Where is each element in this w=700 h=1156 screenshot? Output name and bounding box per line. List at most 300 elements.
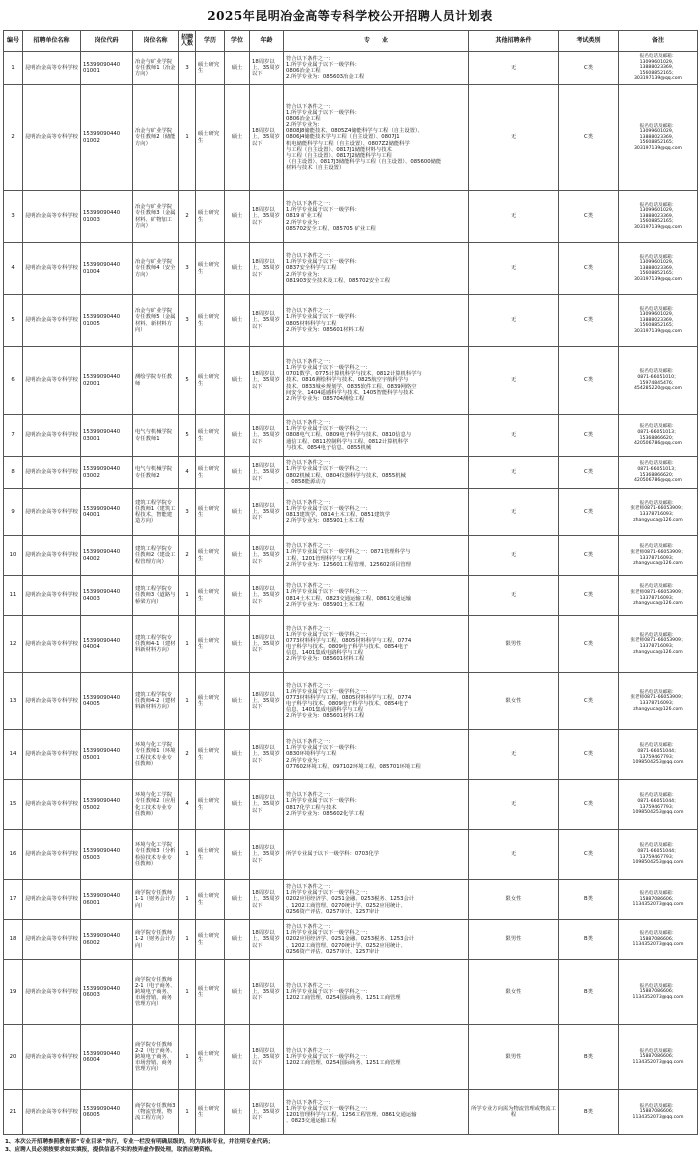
major-line: 1.所学专业属于以下一级学科之一： <box>286 930 371 937</box>
cell-other: 无 <box>469 295 559 347</box>
note-line: zhangyuca@126.com <box>633 649 683 655</box>
cell-other: 无 <box>469 780 559 830</box>
footnote: 1、本次公开招聘参照教育部“专业目录”执行，专业一栏没有明确层级的，均为具体专业，并注明专业代码； <box>5 1139 274 1145</box>
cell-post: 电气与机械学院专任教师2 <box>133 457 179 489</box>
note-line: zhangyuca@126.com <box>633 706 683 712</box>
note-line: 报名电话及邮箱： <box>639 843 677 849</box>
cell-deg: 硕士 <box>225 780 250 830</box>
cell-code: 15399090440 01002 <box>81 85 133 191</box>
major-line: 符合以下条件之一： <box>286 103 334 110</box>
cell-num: 1 <box>179 830 196 880</box>
cell-exam: B类 <box>559 880 619 920</box>
cell-edu: 硕士研究生 <box>196 1025 225 1090</box>
major-line: 1.所学专业属于以下一级学科： <box>286 259 360 266</box>
note-line: 1098504253@qq.com <box>632 760 684 766</box>
cell-num: 2 <box>179 536 196 576</box>
cell-edu: 硕士研究生 <box>196 457 225 489</box>
cell-no: 1 <box>4 52 23 85</box>
cell-no: 18 <box>4 920 23 960</box>
note-line: 13759467793； <box>639 804 677 810</box>
major-line: 0202应用经济学、0251金融、0253税务、1253会计 <box>286 936 415 943</box>
cell-age: 18周岁以上，35周岁以下 <box>250 1090 284 1135</box>
cell-age: 18周岁以上，35周岁以下 <box>250 730 284 780</box>
cell-unit: 昆明冶金高等专科学校 <box>23 243 81 295</box>
cell-code: 15399090440 04003 <box>81 576 133 616</box>
cell-code: 15399090440 06005 <box>81 1090 133 1135</box>
cell-exam: C类 <box>559 780 619 830</box>
note-line: 13099601029、 <box>639 129 677 135</box>
cell-exam: C类 <box>559 347 619 415</box>
cell-note <box>619 1090 698 1135</box>
cell-edu: 硕士研究生 <box>196 415 225 457</box>
major-line: 0819 矿业工程 <box>286 213 323 220</box>
cell-exam: C类 <box>559 295 619 347</box>
note-line: 报名电话及邮箱： <box>639 500 677 506</box>
cell-edu: 硕士研究生 <box>196 52 225 85</box>
cell-major <box>284 960 469 1025</box>
cell-num: 1 <box>179 616 196 673</box>
cell-code: 15399090440 04001 <box>81 489 133 536</box>
cell-unit: 昆明冶金高等专科学校 <box>23 880 81 920</box>
major-line: 0256资产评估、0257审计、1257审计 <box>286 908 380 915</box>
major-line: 0802机械工程、0804仪器科学与技术、0855机械 <box>286 472 406 479</box>
cell-age: 18周岁以上，35周岁以下 <box>250 295 284 347</box>
major-line: 与工程（自主设置）、0817J1储能材料与技术 <box>286 146 392 153</box>
note-line: 303197139@qq.com <box>633 145 682 151</box>
major-line: 信息、1401集成电路科学与工程 <box>286 707 364 714</box>
header-major: 专 业 <box>284 31 469 52</box>
cell-no: 10 <box>4 536 23 576</box>
cell-note <box>619 1025 698 1090</box>
note-line: 15974845476； <box>639 380 677 386</box>
major-line: 0806冶金工程 <box>286 68 321 74</box>
note-line: 420506786@qq.com <box>633 478 682 484</box>
table-row <box>4 920 698 960</box>
note-line: 0871-66051010； <box>637 374 679 380</box>
table-row <box>4 85 698 191</box>
cell-edu: 硕士研究生 <box>196 920 225 960</box>
cell-post: 冶金与矿业学院专任教师1（冶金方向） <box>133 52 179 85</box>
note-line: 15608852165； <box>639 323 677 329</box>
note-line: 报名电话及邮箱： <box>639 202 677 208</box>
cell-unit: 昆明冶金高等专科学校 <box>23 85 81 191</box>
header-unit: 招聘单位名称 <box>23 31 81 52</box>
major-line: 、0823交通运输工程 <box>286 1118 337 1125</box>
note-line: zhangyuca@126.com <box>633 517 683 523</box>
cell-no: 7 <box>4 415 23 457</box>
cell-code: 15399090440 01005 <box>81 295 133 347</box>
cell-unit: 昆明冶金高等专科学校 <box>23 960 81 1025</box>
major-line: 1.所学专业属于以下一级学科之一： <box>286 1053 371 1060</box>
cell-post: 环境与化工学院专任教师2（应用化工技术专业专任教师） <box>133 780 179 830</box>
cell-unit: 昆明冶金高等专科学校 <box>23 415 81 457</box>
cell-age: 18周岁以上，35周岁以下 <box>250 457 284 489</box>
note-line: 13888023369、 <box>639 317 677 323</box>
cell-edu: 硕士研究生 <box>196 1090 225 1135</box>
note-line: 13378716093； <box>639 595 677 601</box>
note-line: 454285220@qq.com <box>633 386 682 392</box>
cell-num: 3 <box>179 52 196 85</box>
cell-age: 18周岁以上，35周岁以下 <box>250 415 284 457</box>
major-line: 1.所学专业属于以下一级学科之一： <box>286 466 371 473</box>
cell-edu: 硕士研究生 <box>196 830 225 880</box>
cell-post: 建筑工程学院专任教师3（道路与桥梁方向） <box>133 576 179 616</box>
cell-num: 4 <box>179 780 196 830</box>
table-row <box>4 347 698 415</box>
cell-age: 18周岁以上，35周岁以下 <box>250 52 284 85</box>
major-line: 0806J4储能技术学与工程（自主设置）、0807J1 <box>286 134 400 141</box>
cell-exam: C类 <box>559 830 619 880</box>
note-line: 0871-66051044； <box>637 848 679 854</box>
note-line: zhangyuca@126.com <box>633 561 683 567</box>
note-line: 303197139@qq.com <box>633 76 682 82</box>
cell-no: 6 <box>4 347 23 415</box>
note-line: 15608852165； <box>639 219 677 225</box>
major-line: 1.所学专业属于以下一级学科： <box>286 798 360 805</box>
major-line: 0202应用经济学、0251金融、0253税务、1253会计 <box>286 896 415 903</box>
cell-unit: 昆明冶金高等专科学校 <box>23 347 81 415</box>
cell-num: 1 <box>179 576 196 616</box>
cell-edu: 硕士研究生 <box>196 191 225 243</box>
major-line: 0805材料科学与工程 <box>286 320 337 327</box>
cell-note <box>619 780 698 830</box>
note-line: 报名电话及邮箱： <box>639 743 677 749</box>
major-line: 与工程（自主设置）、0817J2储能科学与工程 <box>286 152 392 159</box>
major-line: 技术、0833城乡规划学、0835软件工程、0839网络空 <box>286 383 417 390</box>
cell-age: 18周岁以上，35周岁以下 <box>250 1025 284 1090</box>
cell-code: 15399090440 03001 <box>81 415 133 457</box>
cell-age: 18周岁以上，35周岁以下 <box>250 576 284 616</box>
cell-exam: B类 <box>559 1025 619 1090</box>
table-body <box>4 52 698 1135</box>
note-line: 13888023369、 <box>639 213 677 219</box>
note-line: 13378716093； <box>639 555 677 561</box>
table-row <box>4 52 698 85</box>
cell-num: 3 <box>179 489 196 536</box>
cell-major <box>284 536 469 576</box>
cell-code: 15399090440 01004 <box>81 243 133 295</box>
table-header-row <box>4 31 698 52</box>
major-line: 077602环境工程、097102环境工程、085701环境工程 <box>286 763 421 770</box>
major-line: 符合以下条件之一： <box>286 543 334 550</box>
table-row <box>4 673 698 730</box>
major-line: 电子科学与技术、0809电子科学与技术、0854电子 <box>286 701 409 707</box>
cell-edu: 硕士研究生 <box>196 536 225 576</box>
cell-num: 1 <box>179 920 196 960</box>
cell-age: 18周岁以上，35周岁以下 <box>250 920 284 960</box>
cell-deg: 硕士 <box>225 920 250 960</box>
major-line: 符合以下条件之一： <box>286 55 334 62</box>
cell-edu: 硕士研究生 <box>196 295 225 347</box>
note-line: 报名电话及邮箱： <box>639 689 677 695</box>
cell-post: 环境与化工学院专任教师3（分析检验技术专业专任教师） <box>133 830 179 880</box>
table-row <box>4 730 698 780</box>
cell-unit: 昆明冶金高等专科学校 <box>23 1025 81 1090</box>
cell-deg: 硕士 <box>225 880 250 920</box>
cell-exam: C类 <box>559 616 619 673</box>
note-line: 报名电话及邮箱： <box>639 369 677 375</box>
cell-code: 15399090440 03002 <box>81 457 133 489</box>
note-line: 15887086606； <box>639 989 677 995</box>
table-row <box>4 415 698 457</box>
cell-exam: C类 <box>559 85 619 191</box>
cell-post: 测绘学院专任教师 <box>133 347 179 415</box>
cell-major <box>284 830 469 880</box>
table-row <box>4 576 698 616</box>
cell-num: 1 <box>179 1090 196 1135</box>
cell-code: 15399090440 04004 <box>81 616 133 673</box>
note-line: 15887086606； <box>639 936 677 942</box>
cell-major <box>284 243 469 295</box>
note-line: 1134352073@qq.com <box>632 942 684 948</box>
major-line: 、1202工商管理、0270统计学、0252应用统计、 <box>286 902 406 909</box>
cell-edu: 硕士研究生 <box>196 85 225 191</box>
major-line: 1.所学专业属于以下一级学科之一： <box>286 505 371 512</box>
note-line: 1098504253@qq.com <box>632 860 684 866</box>
note-line: zhangyuca@126.com <box>633 601 683 607</box>
cell-unit: 昆明冶金高等专科学校 <box>23 780 81 830</box>
major-line: 符合以下条件之一： <box>286 460 334 467</box>
cell-post: 商学院专任教师3（物流管理、物流工程方向） <box>133 1090 179 1135</box>
cell-deg: 硕士 <box>225 489 250 536</box>
cell-unit: 昆明冶金高等专科学校 <box>23 830 81 880</box>
cell-other: 无 <box>469 52 559 85</box>
cell-post: 冶金与矿业学院专任教师4（安全方向） <box>133 243 179 295</box>
note-line: 13099601029、 <box>639 59 677 65</box>
table-row <box>4 616 698 673</box>
cell-note <box>619 347 698 415</box>
major-line: 1.所学专业属于以下一级学科之一： <box>286 890 371 897</box>
cell-deg: 硕士 <box>225 616 250 673</box>
major-line: 0808电气工程、0809电子科学与技术、0810信息与 <box>286 432 412 439</box>
major-line: 1.所学专业属于以下一级学科之一： <box>286 631 371 638</box>
cell-exam: C类 <box>559 457 619 489</box>
cell-code: 15399090440 05003 <box>81 830 133 880</box>
cell-no: 8 <box>4 457 23 489</box>
cell-other: 限男性 <box>469 616 559 673</box>
major-line: 符合以下条件之一： <box>286 1047 334 1054</box>
cell-deg: 硕士 <box>225 295 250 347</box>
note-line: 13099601029、 <box>639 208 677 214</box>
note-line: 报名电话及邮箱： <box>639 54 677 60</box>
cell-deg: 硕士 <box>225 191 250 243</box>
cell-other: 无 <box>469 730 559 780</box>
cell-post: 冶金与矿业学院专任教师2（储能方向） <box>133 85 179 191</box>
cell-deg: 硕士 <box>225 347 250 415</box>
cell-post: 建筑工程学院专任教师2（建设工程管理方向） <box>133 536 179 576</box>
major-line: 1.所学专业属于以下一级学科之一：0871管理科学与 <box>286 549 411 556</box>
cell-exam: C类 <box>559 576 619 616</box>
header-note: 备注 <box>619 31 698 52</box>
note-line: 13888023369、 <box>639 65 677 71</box>
table-row <box>4 1025 698 1090</box>
cell-major <box>284 1090 469 1135</box>
cell-deg: 硕士 <box>225 85 250 191</box>
major-line: 符合以下条件之一： <box>286 884 334 891</box>
cell-no: 13 <box>4 673 23 730</box>
major-line: 符合以下条件之一： <box>286 420 334 427</box>
cell-code: 15399090440 04002 <box>81 536 133 576</box>
cell-note <box>619 880 698 920</box>
cell-unit: 昆明冶金高等专科学校 <box>23 489 81 536</box>
major-line: 1201管理科学与工程、1256工程管理、0861交通运输 <box>286 1112 417 1118</box>
note-line: 报名电话及邮箱： <box>639 424 677 430</box>
major-line: 2.所学专业为：085601材料工程 <box>286 326 365 333</box>
cell-note <box>619 616 698 673</box>
note-line: 报名电话及邮箱： <box>639 983 677 989</box>
cell-other: 无 <box>469 243 559 295</box>
header-exam: 考试类别 <box>559 31 619 52</box>
cell-post: 电气与机械学院专任教师1 <box>133 415 179 457</box>
cell-unit: 昆明冶金高等专科学校 <box>23 457 81 489</box>
cell-exam: C类 <box>559 673 619 730</box>
major-line: 0701数学、0775计算机科学与技术、0812计算机科学与 <box>286 371 422 378</box>
major-line: 1.所学专业属于以下一级学科之一： <box>286 365 371 372</box>
major-line: 、1202工商管理、0270统计学、0252应用统计、 <box>286 942 406 949</box>
note-line: 1134352073@qq.com <box>632 1114 684 1120</box>
cell-post: 建筑工程学院专任教师4-2（建材料新材料方向） <box>133 673 179 730</box>
cell-major <box>284 295 469 347</box>
cell-other: 所学专业方向需为物流管理或物流工程 <box>469 1090 559 1135</box>
note-line: 1098504253@qq.com <box>632 810 684 816</box>
header-deg: 学位 <box>225 31 250 52</box>
cell-major <box>284 920 469 960</box>
cell-num: 3 <box>179 295 196 347</box>
major-line: 符合以下条件之一： <box>286 253 334 260</box>
cell-unit: 昆明冶金高等专科学校 <box>23 576 81 616</box>
cell-unit: 昆明冶金高等专科学校 <box>23 52 81 85</box>
major-line: 1.所学专业属于以下一级学科之一： <box>286 589 371 596</box>
cell-post: 建筑工程学院专任教师4-1（建材料新材料方向） <box>133 616 179 673</box>
cell-other: 无 <box>469 85 559 191</box>
cell-deg: 硕士 <box>225 960 250 1025</box>
major-line: 085702安全工程、085705 矿业工程 <box>286 225 376 232</box>
major-line: （自主设置）、0817J3储能科学与工程（自主设置）、085600储能 <box>286 158 442 165</box>
note-line: 报名电话及邮箱： <box>639 931 677 937</box>
cell-exam: C类 <box>559 730 619 780</box>
major-line: 0837安全科学与工程 <box>286 265 337 272</box>
cell-note <box>619 730 698 780</box>
header-post: 岗位名称 <box>133 31 179 52</box>
cell-no: 14 <box>4 730 23 780</box>
cell-no: 15 <box>4 780 23 830</box>
cell-note <box>619 576 698 616</box>
cell-num: 1 <box>179 673 196 730</box>
cell-edu: 硕士研究生 <box>196 880 225 920</box>
major-line: 0808J8储能技术、0805Z4储能科学与工程（自主设置）、 <box>286 128 423 135</box>
major-line: 2.所学专业为： <box>286 122 323 129</box>
note-line: 15608852165； <box>639 70 677 76</box>
major-line: 0773材料科学与工程、0805材料科学与工程、0774 <box>286 637 412 644</box>
note-line: 15887086606； <box>639 896 677 902</box>
major-line: 材料与技术（自主设置） <box>286 164 345 171</box>
cell-note <box>619 489 698 536</box>
major-line: 1.所学专业属于以下一级学科： <box>286 110 360 117</box>
cell-major <box>284 880 469 920</box>
major-line: 0817化学工程与技术 <box>286 804 337 811</box>
note-line: 报名电话及邮箱： <box>639 793 677 799</box>
major-line: 通信工程、0811控制科学与工程、0812计算机科学 <box>286 438 409 445</box>
table-row <box>4 780 698 830</box>
cell-other: 无 <box>469 830 559 880</box>
cell-code: 15399090440 02001 <box>81 347 133 415</box>
cell-major <box>284 415 469 457</box>
note-line: 张老师0871-66053909； <box>630 549 686 555</box>
note-line: 1134352073@qq.com <box>632 994 684 1000</box>
major-line: 2.所学专业为：125601工程管理、125602项目管理 <box>286 561 411 568</box>
cell-num: 4 <box>179 457 196 489</box>
major-line: 工程、1201管理科学与工程 <box>286 555 353 562</box>
header-no: 编号 <box>4 31 23 52</box>
table-row <box>4 243 698 295</box>
major-line: 符合以下条件之一： <box>286 625 334 632</box>
cell-exam: C类 <box>559 191 619 243</box>
note-line: 报名电话及邮箱： <box>639 254 677 260</box>
cell-note <box>619 295 698 347</box>
note-line: 1134352073@qq.com <box>632 902 684 908</box>
cell-note <box>619 830 698 880</box>
cell-unit: 昆明冶金高等专科学校 <box>23 673 81 730</box>
cell-age: 18周岁以上，35周岁以下 <box>250 536 284 576</box>
cell-major <box>284 780 469 830</box>
note-line: 报名电话及邮箱： <box>639 584 677 590</box>
major-line: 0773材料科学与工程、0805材料科学与工程、0774 <box>286 694 412 701</box>
header-other: 其他招聘条件 <box>469 31 559 52</box>
major-line: 所学专业属于以下一级学科：0703化学 <box>286 851 379 858</box>
cell-age: 18周岁以上，35周岁以下 <box>250 830 284 880</box>
header-num: 招聘人数 <box>179 31 196 52</box>
note-line: 0871-66051044； <box>637 748 679 754</box>
cell-deg: 硕士 <box>225 457 250 489</box>
note-line: 15887086606； <box>639 1054 677 1060</box>
note-line: 15608852165； <box>639 140 677 146</box>
cell-post: 商学院专任教师1-2（财务会计方向） <box>133 920 179 960</box>
cell-other: 无 <box>469 415 559 457</box>
major-line: 1202工商管理、0254国际商务、1251工商管理 <box>286 1060 401 1067</box>
cell-no: 21 <box>4 1090 23 1135</box>
major-line: 间安全、1404遥感科学与技术、1405智能科学与技术 <box>286 389 414 396</box>
cell-other: 限女性 <box>469 880 559 920</box>
note-line: 13759467793； <box>639 854 677 860</box>
cell-major <box>284 457 469 489</box>
cell-note <box>619 415 698 457</box>
major-line: 1.所学专业属于以下一级学科： <box>286 207 360 214</box>
cell-code: 15399090440 01001 <box>81 52 133 85</box>
table-row <box>4 191 698 243</box>
note-line: 张老师0871-66053909； <box>630 589 686 595</box>
major-line: 1.所学专业属于以下一级学科之一： <box>286 426 371 433</box>
major-line: 机电储能科学与工程（自主设置）、0807Z2储能科学 <box>286 140 410 147</box>
major-line: 符合以下条件之一： <box>286 583 334 590</box>
cell-num: 2 <box>179 191 196 243</box>
cell-age: 18周岁以上，35周岁以下 <box>250 880 284 920</box>
cell-exam: C类 <box>559 415 619 457</box>
header-code: 岗位代码 <box>81 31 133 52</box>
major-line: 0814土木工程、0823交通运输工程、0861交通运输 <box>286 595 412 602</box>
note-line: 15608852165； <box>639 271 677 277</box>
note-line: 报名电话及邮箱： <box>639 461 677 467</box>
major-line: 0830环境科学与工程 <box>286 751 337 758</box>
cell-post: 冶金与矿业学院专任教师3（金属材料、矿物加工方向） <box>133 191 179 243</box>
cell-no: 4 <box>4 243 23 295</box>
cell-post: 商学院专任教师2-2（电子商务、跨境电子商务、市场营销、商务管理方向） <box>133 1025 179 1090</box>
cell-edu: 硕士研究生 <box>196 243 225 295</box>
table-row <box>4 457 698 489</box>
note-line: 张老师0871-66053909； <box>630 695 686 701</box>
cell-major <box>284 52 469 85</box>
cell-other: 无 <box>469 489 559 536</box>
cell-num: 5 <box>179 415 196 457</box>
